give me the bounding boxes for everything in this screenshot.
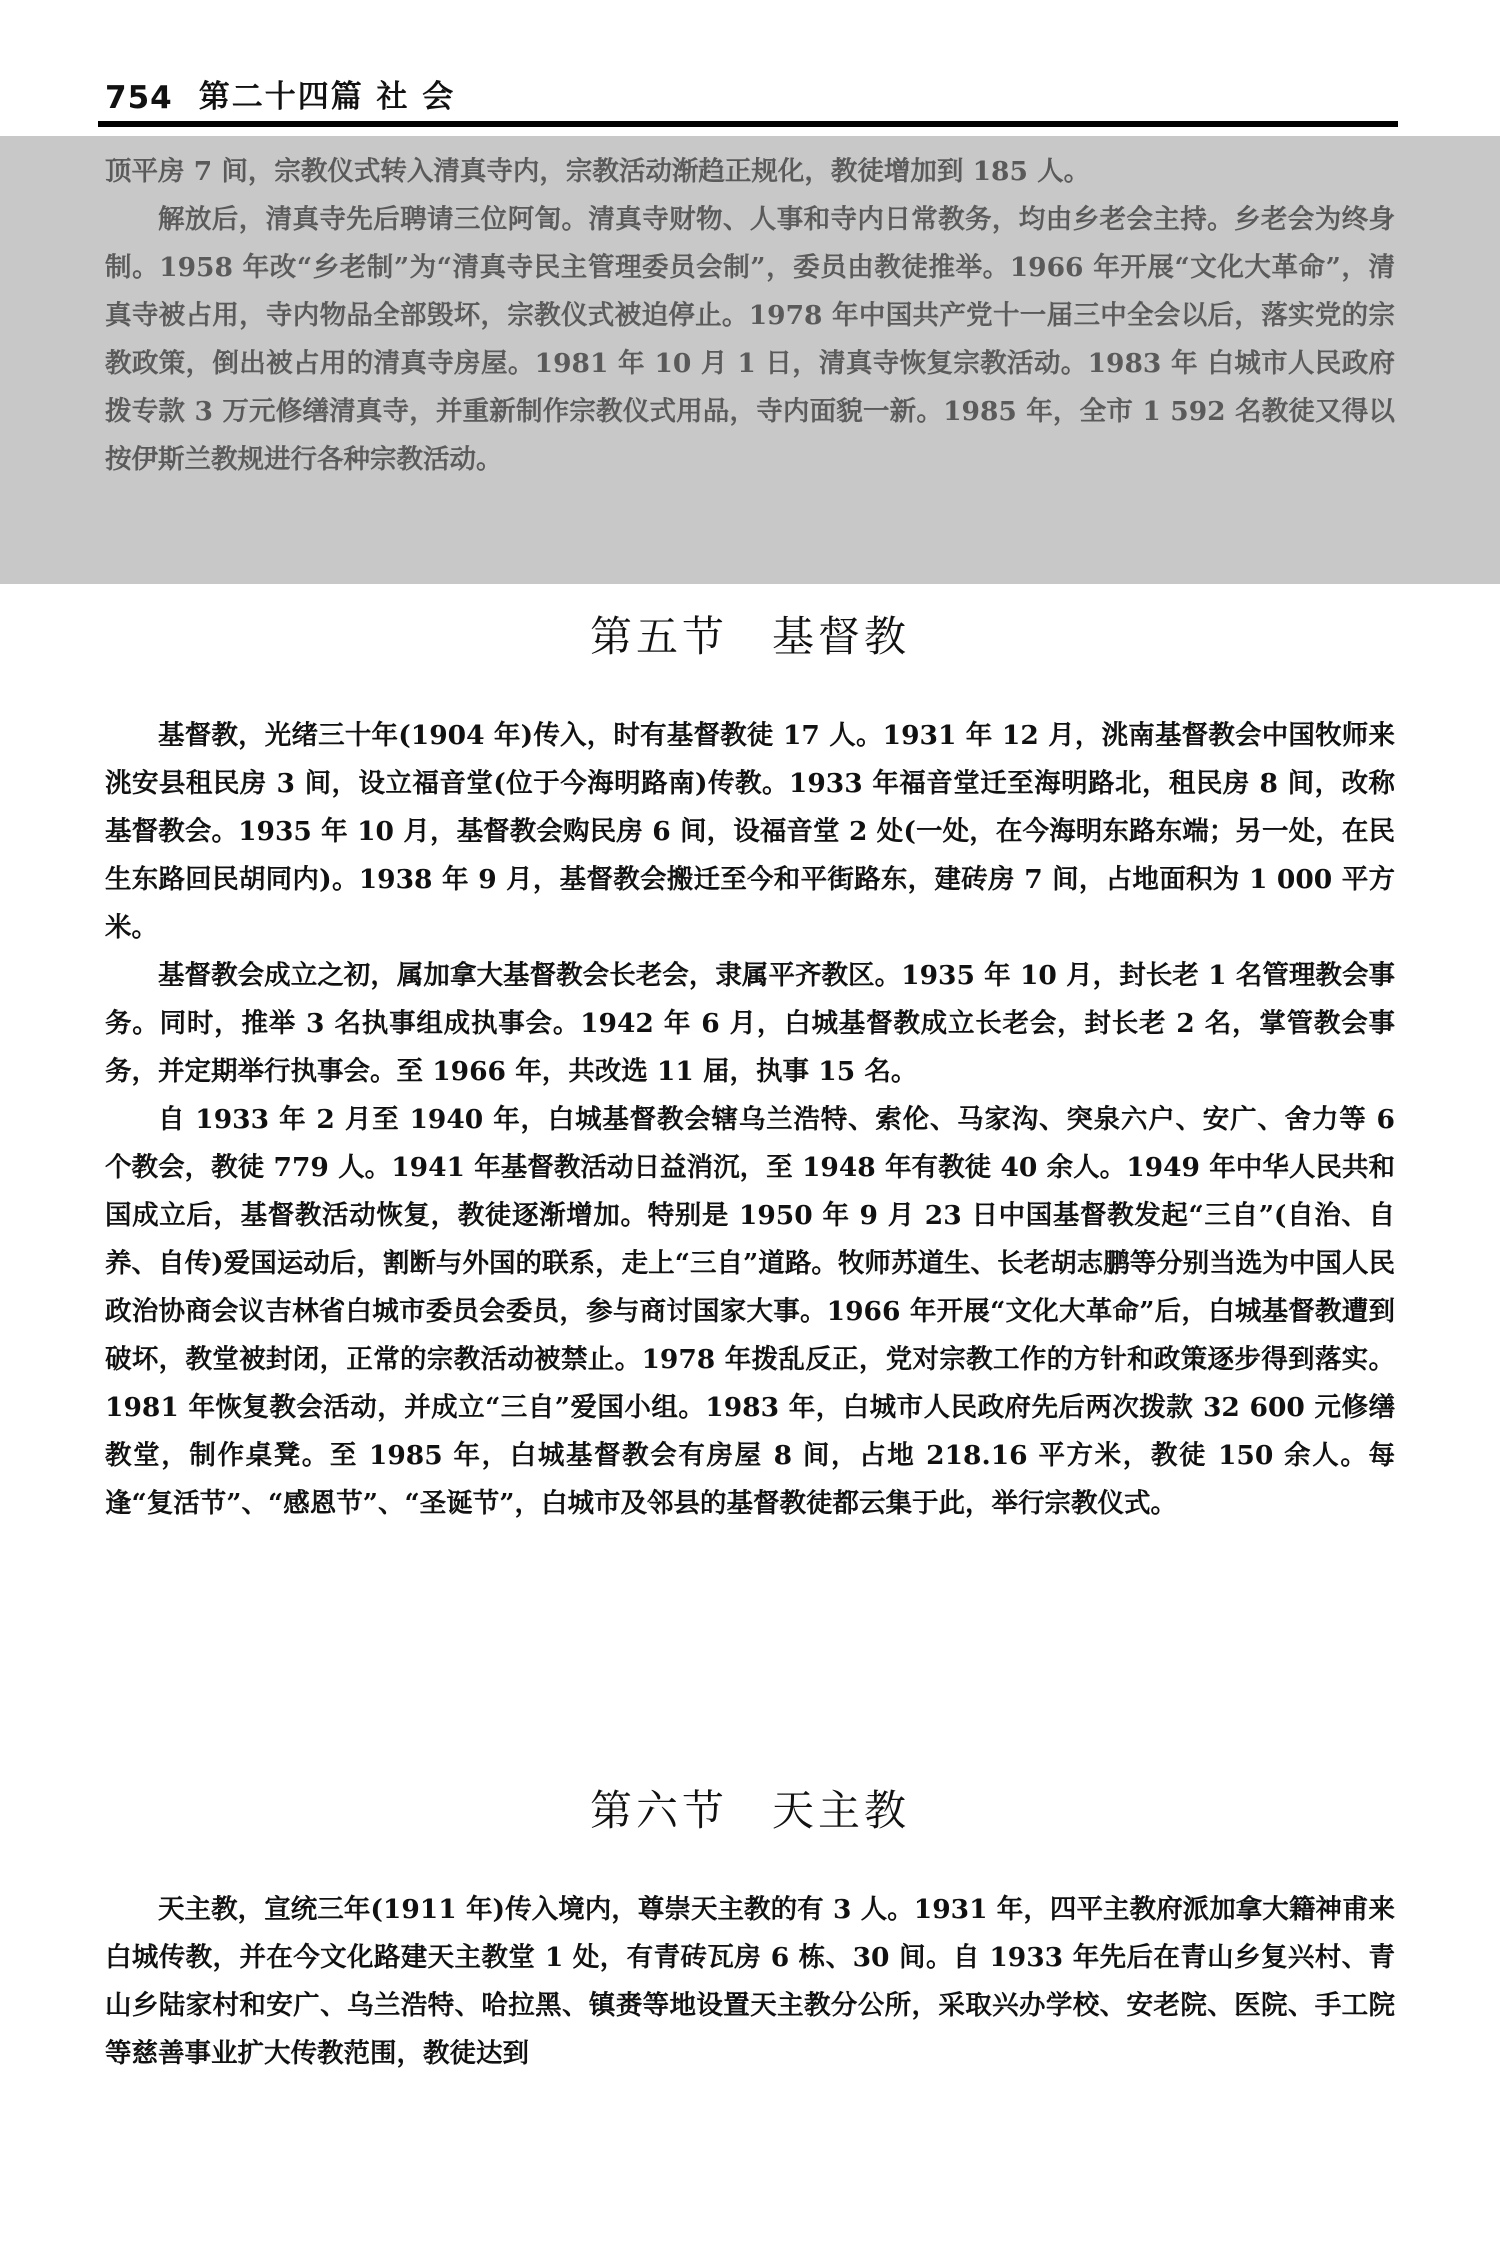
paragraph: 天主教，宣统三年(1911 年)传入境内，尊崇天主教的有 3 人。1931 年，四平主教府派加拿大籍神甫来白城传教，并在今文化路建天主教堂 1 处，有青砖瓦房 6 栋、30 间。自 1933 年先后在青山乡复兴村、青山乡陆家村和安广、乌兰浩特、哈拉黑、镇赉等地设置天主教分公所，采取兴办学校、安老院、医院、手工院等慈善事业扩大传教范围，教徒达到 <box>105 1894 1395 2069</box>
paragraph: 基督教，光绪三十年(1904 年)传入，时有基督教徒 17 人。1931 年 12 月，洮南基督教会中国牧师来洮安县租民房 3 间，设立福音堂(位于今海明路南)传教。1933 年福音堂迁至海明路北，租民房 8 间，改称基督教会。1935 年 10 月，基督教会购民房 6 间，设福音堂 2 处(一处，在今海明东路东端；另一处，在民生东路回民胡同内)。1938 年 9 月，基督教会搬迁至今和平街路东，建砖房 7 间，占地面积为 1 000 平方米。 <box>105 720 1395 943</box>
section-name: 天主教 <box>772 1786 911 1835</box>
section-number: 第五节 <box>589 612 728 661</box>
section-6-body <box>105 1886 1395 2078</box>
section-heading-5 <box>0 604 1500 664</box>
section-number: 第六节 <box>589 1786 728 1835</box>
section-5-body <box>105 712 1395 1528</box>
paragraph: 基督教会成立之初，属加拿大基督教会长老会，隶属平齐教区。1935 年 10 月，封长老 1 名管理教会事务。同时，推举 3 名执事组成执事会。1942 年 6 月，白城基督教成立长老会，封长老 2 名，掌管教会事务，并定期举行执事会。至 1966 年，共改选 11 届，执事 15 名。 <box>105 960 1395 1087</box>
section-name: 基督教 <box>772 612 911 661</box>
paragraph: 自 1933 年 2 月至 1940 年，白城基督教会辖乌兰浩特、索伦、马家沟、突泉六户、安广、舍力等 6 个教会，教徒 779 人。1941 年基督教活动日益消沉，至 1948 年有教徒 40 余人。1949 年中华人民共和国成立后，基督教活动恢复，教徒逐渐增加。特别是 1950 年 9 月 23 日中国基督教发起“三自”(自治、自养、自传)爱国运动后，割断与外国的联系，走上“三自”道路。牧师苏道生、长老胡志鹏等分别当选为中国人民政治协商会议吉林省白城市委员会委员，参与商讨国家大事。1966 年开展“文化大革命”后，白城基督教遭到破坏，教堂被封闭，正常的宗教活动被禁止。1978 年拨乱反正，党对宗教工作的方针和政策逐步得到落实。1981 年恢复教会活动，并成立“三自”爱国小组。1983 年，白城市人民政府先后两次拨款 32 600 元修缮教堂，制作桌凳。至 1985 年，白城基督教会有房屋 8 间，占地 218.16 平方米，教徒 150 余人。每逢“复活节”、“感恩节”、“圣诞节”，白城市及邻县的基督教徒都云集于此，举行宗教仪式。 <box>105 1104 1395 1519</box>
page-header <box>105 64 1395 116</box>
header-rule <box>98 121 1398 127</box>
paragraph: 顶平房 7 间，宗教仪式转入清真寺内，宗教活动渐趋正规化，教徒增加到 185 人。 <box>105 156 1091 187</box>
continued-section-text <box>105 148 1395 484</box>
section-heading-6 <box>0 1778 1500 1838</box>
paragraph: 解放后，清真寺先后聘请三位阿訇。清真寺财物、人事和寺内日常教务，均由乡老会主持。乡老会为终身制。1958 年改“乡老制”为“清真寺民主管理委员会制”，委员由教徒推举。1966 年开展“文化大革命”，清真寺被占用，寺内物品全部毁坏，宗教仪式被迫停止。1978 年中国共产党十一届三中全会以后，落实党的宗教政策，倒出被占用的清真寺房屋。1981 年 10 月 1 日，清真寺恢复宗教活动。1983 年 白城市人民政府拨专款 3 万元修缮清真寺，并重新制作宗教仪式用品，寺内面貌一新。1985 年，全市 1 592 名教徒又得以按伊斯兰教规进行各种宗教活动。 <box>105 204 1395 475</box>
chapter-title: 第二十四篇 社 会 <box>198 79 456 115</box>
page-number: 754 <box>105 80 173 116</box>
